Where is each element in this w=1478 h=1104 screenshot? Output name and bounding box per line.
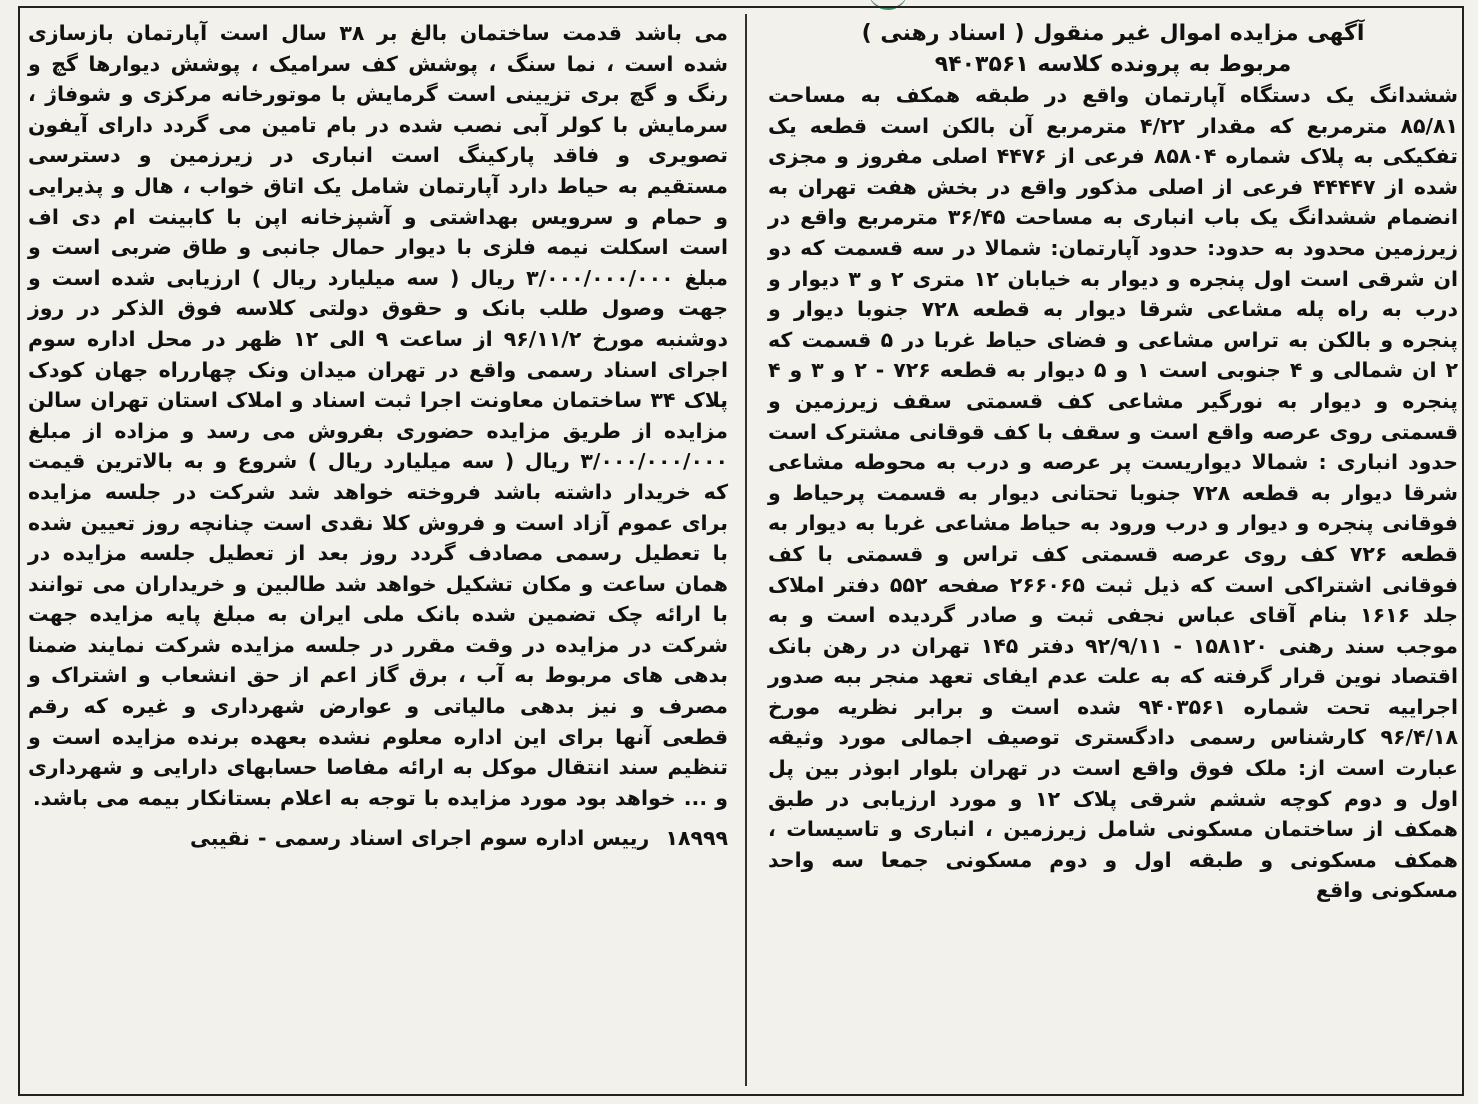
notice-right-column	[768, 18, 1458, 906]
notice-body-left: می باشد قدمت ساختمان بالغ بر ۳۸ سال است آپارتمان بازسازی شده است ، نما سنگ ، پوشش کف سرامیک ، پوشش دیوارها گچ و رنگ و گچ بری تزیینی است گرمایش با موتورخانه مرکزی و شوفاژ ، سرمایش با کولر آبی نصب شده در بام تامین می گردد دارای آیفون تصویری و فاقد پارکینگ است انباری در زیرزمین و دسترسی مستقیم به حیاط دارد آپارتمان شامل یک اتاق خواب ، هال و پذیرایی و حمام و سرویس بهداشتی و آشپزخانه اپن با کابینت ام دی اف است اسکلت نیمه فلزی با دیوار حمال جانبی و طاق ضربی است و مبلغ ۳/۰۰۰/۰۰۰/۰۰۰ ریال ( سه میلیارد ریال ) ارزیابی شده است و جهت وصول طلب بانک و حقوق دولتی کلاسه فوق الذکر در روز دوشنبه مورخ ۹۶/۱۱/۲ از ساعت ۹ الی ۱۲ ظهر در محل اداره سوم اجرای اسناد رسمی واقع در تهران میدان ونک چهارراه جهان کودک پلاک ۳۴ ساختمان معاونت اجرا ثبت اسناد و املاک استان تهران سالن مزایده از طریق مزایده حضوری بفروش می رسد و مزاده از مبلغ ۳/۰۰۰/۰۰۰/۰۰۰ ریال ( سه میلیارد ریال ) شروع و به بالاترین قیمت که خریدار داشته باشد فروخته خواهد شد شرکت در جلسه مزایده برای عموم آزاد است و فروش کلا نقدی است چنانچه روز تعیین شده با تعطیل رسمی مصادف گردد روز بعد از تعطیل جلسه مزایده در همان ساعت و مکان تشکیل خواهد شد طالبین و خریداران می توانند با ارائه چک تضمین شده بانک ملی ایران به مبلغ پایه مزایده جهت شرکت در مزایده در وقت مقرر در جلسه مزایده شرکت نمایند ضمنا بدهی های مربوط به آب ، برق گاز اعم از حق انشعاب و اشتراک و مصرف و نیز بدهی مالیاتی و عوارض شهرداری و غیره که رقم قطعی آنها برای این اداره معلوم نشده بعهده برنده مزایده است و تنظیم سند انتقال موکل به ارائه مفاصا حسابهای دارایی و شهرداری و ... خواهد بود مورد مزایده با توجه به اعلام بستانکار بیمه می باشد.	[28, 21, 729, 810]
notice-signature	[28, 823, 728, 854]
notice-body-right: ششدانگ یک دستگاه آپارتمان واقع در طبقه همکف به مساحت ۸۵/۸۱ مترمربع که مقدار ۴/۲۲ مترمربع آن بالکن است قطعه یک تفکیکی به پلاک شماره ۸۵۸۰۴ فرعی از ۴۴۷۶ اصلی مفروز و مجزی شده از ۴۴۴۴۷ فرعی از اصلی مذکور واقع در بخش هفت تهران به انضمام ششدانگ یک باب انباری به مساحت ۳۶/۴۵ مترمربع واقع در زیرزمین محدود به حدود: حدود آپارتمان: شمالا در سه قسمت که دو ان شرقی است اول پنجره و دیوار به خیابان ۱۲ متری ۲ و ۳ دیوار و درب به راه پله مشاعی شرقا دیوار به قطعه ۷۲۸ جنوبا دیوار و پنجره و بالکن به تراس مشاعی و فضای حیاط غربا در ۵ قسمت که ۲ ان شمالی و ۴ جنوبی است ۱ و ۵ دیوار به قطعه ۷۲۶ - ۲ و ۳ و ۴ پنجره و دیوار به نورگیر مشاعی کف قسمتی سقف زیرزمین و قسمتی روی عرصه واقع است و سقف با کف قوقانی مشترک است حدود انباری : شمالا دیواریست پر عرصه و درب به محوطه مشاعی شرقا دیوار به قطعه ۷۲۸ جنوبا تحتانی دیوار به قسمت پرحیاط و فوقانی پنجره و دیوار و درب ورود به حیاط مشاعی غربا به دیوار به قطعه ۷۲۶ کف روی عرصه قسمتی کف تراس و قسمتی با کف فوقانی اشتراکی است که ذیل ثبت ۲۶۶۰۶۵ صفحه ۵۵۲ دفتر املاک جلد ۱۶۱۶ بنام آقای عباس نجفی ثبت و صادر گردیده است و به موجب سند رهنی ۱۵۸۱۲۰ - ۹۲/۹/۱۱ دفتر ۱۴۵ تهران در رهن بانک اقتصاد نوین قرار گرفته که به علت عدم ایفای تعهد منجر ببه صدور اجراییه تحت شماره ۹۴۰۳۵۶۱ شده است و برابر نظریه مورخ ۹۶/۴/۱۸ کارشناس رسمی دادگستری توصیف اجمالی مورد وثیقه عبارت است از: ملک فوق واقع است در تهران بلوار ابوذر بین پل اول و دوم کوچه ششم شرقی پلاک ۱۲ و مورد ارزیابی در طبق همکف از ساختمان مسکونی شامل زیرزمین ، انباری و تاسیسات ، همکف مسکونی و طبقه اول و دوم مسکونی جمعا سه واحد مسکونی واقع	[768, 83, 1459, 903]
signature-number: ۱۸۹۹۹	[665, 826, 728, 851]
notice-left-column	[28, 18, 728, 854]
signature-text: رییس اداره سوم اجرای اسناد رسمی - نقیبی	[189, 826, 650, 851]
notice-case-number: مربوط به پرونده کلاسه ۹۴۰۳۵۶۱	[934, 52, 1292, 77]
column-divider	[745, 14, 747, 1086]
notice-title: آگهی مزایده اموال غیر منقول ( اسناد رهنی )	[861, 21, 1365, 46]
